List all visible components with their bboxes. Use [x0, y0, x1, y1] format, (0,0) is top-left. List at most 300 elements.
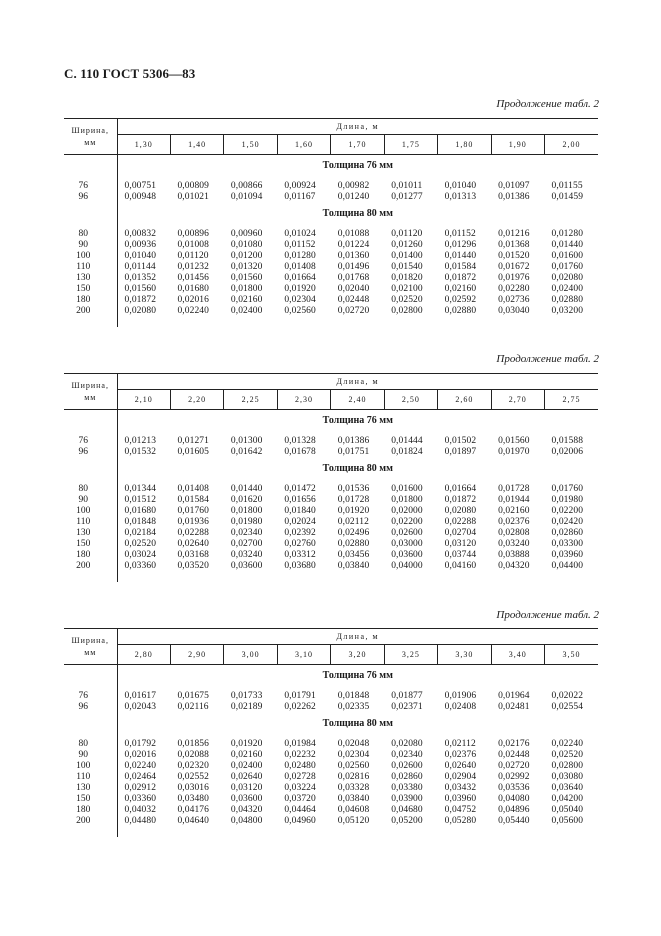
data-table: [64, 628, 598, 837]
length-column-label: 3,50: [545, 645, 599, 665]
value-cell: 0,01040: [124, 251, 157, 261]
value-cell: 0,01680: [124, 506, 157, 516]
width-cell: 76: [64, 691, 117, 702]
value-cell: 0,01097: [498, 181, 530, 191]
value-cell: 0,01733: [230, 691, 263, 701]
value-cell: 0,02080: [124, 306, 157, 316]
width-cell: 90: [64, 240, 117, 251]
width-cell: 90: [64, 750, 117, 761]
value-cell: 0,04032: [124, 805, 157, 815]
value-cell: 0,04896: [498, 805, 530, 815]
header-row: [64, 374, 598, 390]
value-cell: 0,01094: [230, 192, 263, 202]
width-cell: 180: [64, 295, 117, 306]
value-cell: 0,00832: [124, 229, 157, 239]
header-row: [64, 119, 598, 135]
section-row: [64, 410, 598, 433]
section-spacer: [64, 713, 117, 735]
value-cell: 0,02160: [444, 284, 477, 294]
value-cell: 0,01678: [284, 447, 316, 457]
value-cell: 0,02700: [230, 539, 263, 549]
width-cell: 80: [64, 739, 117, 750]
value-cell: 0,03456: [337, 550, 370, 560]
value-cell: 0,05280: [444, 816, 477, 826]
value-cell: 0,01344: [124, 484, 157, 494]
value-cell: 0,03640: [551, 783, 584, 793]
value-cell: 0,01620: [230, 495, 263, 505]
length-column-label: 1,90: [491, 135, 544, 155]
value-cell: 0,02736: [498, 295, 530, 305]
value-cell: 0,01642: [230, 447, 263, 457]
width-cell: 100: [64, 506, 117, 517]
table-row: [64, 295, 598, 306]
value-cell: 0,01976: [498, 273, 530, 283]
table-row: [64, 251, 598, 262]
width-cell: 76: [64, 436, 117, 447]
value-cell: 0,02640: [177, 539, 210, 549]
value-cell: 0,04960: [284, 816, 316, 826]
length-column-label: 2,00: [545, 135, 599, 155]
length-column-label: 3,10: [277, 645, 330, 665]
value-cell: 0,01760: [551, 262, 584, 272]
value-cell: 0,02448: [498, 750, 530, 760]
value-cell: 0,02520: [551, 750, 584, 760]
value-cell: 0,01536: [337, 484, 370, 494]
value-cell: 0,03224: [284, 783, 316, 793]
table-row: [64, 181, 598, 192]
table-caption: Продолжение табл. 2: [496, 609, 599, 621]
value-cell: 0,02048: [337, 739, 370, 749]
value-cell: 0,01664: [444, 484, 477, 494]
length-column-label: 2,60: [438, 390, 491, 410]
value-cell: 0,02560: [337, 761, 370, 771]
value-cell: 0,05440: [498, 816, 530, 826]
value-cell: 0,01728: [498, 484, 530, 494]
length-column-label: 1,40: [170, 135, 223, 155]
value-cell: 0,00936: [124, 240, 157, 250]
table-row: [64, 484, 598, 495]
width-cell: 150: [64, 794, 117, 805]
value-cell: 0,04608: [337, 805, 370, 815]
width-cell: 96: [64, 192, 117, 203]
value-cell: 0,00948: [124, 192, 157, 202]
value-cell: 0,02080: [444, 506, 477, 516]
value-cell: 0,01386: [498, 192, 530, 202]
value-cell: 0,02200: [391, 517, 423, 527]
width-cell: 110: [64, 517, 117, 528]
table-caption: Продолжение табл. 2: [496, 98, 599, 110]
width-cell: 80: [64, 229, 117, 240]
value-cell: 0,02232: [284, 750, 316, 760]
value-cell: 0,03080: [551, 772, 584, 782]
table-row: [64, 506, 598, 517]
value-cell: 0,02912: [124, 783, 157, 793]
value-cell: 0,04000: [391, 561, 423, 571]
value-cell: 0,01800: [230, 506, 263, 516]
value-cell: 0,02600: [391, 528, 423, 538]
value-cell: 0,01155: [551, 181, 583, 191]
value-cell: 0,01080: [230, 240, 263, 250]
section-spacer: [64, 155, 117, 178]
width-column-header: Ширина, мм: [64, 629, 117, 665]
value-cell: 0,03744: [444, 550, 477, 560]
value-cell: 0,01502: [444, 436, 477, 446]
value-cell: 0,01024: [284, 229, 316, 239]
length-column-label: 2,40: [331, 390, 384, 410]
table-row: [64, 805, 598, 816]
value-cell: 0,01792: [124, 739, 157, 749]
value-cell: 0,04464: [284, 805, 316, 815]
value-cell: 0,01224: [337, 240, 370, 250]
length-column-label: 2,10: [117, 390, 170, 410]
value-cell: 0,04176: [177, 805, 210, 815]
length-column-label: 3,20: [331, 645, 384, 665]
table-row: [64, 550, 598, 561]
table-row: [64, 761, 598, 772]
value-cell: 0,01588: [551, 436, 584, 446]
value-cell: 0,05200: [391, 816, 423, 826]
value-cell: 0,01200: [230, 251, 263, 261]
column-headers-row: [64, 390, 598, 410]
value-cell: 0,03840: [337, 794, 370, 804]
value-cell: 0,01540: [391, 262, 423, 272]
value-cell: 0,03360: [124, 794, 157, 804]
value-cell: 0,01984: [284, 739, 316, 749]
length-column-label: 1,60: [277, 135, 330, 155]
table-row: [64, 739, 598, 750]
value-cell: 0,01600: [391, 484, 423, 494]
section-title: Толщина 76 мм: [322, 670, 393, 681]
value-cell: 0,02080: [391, 739, 423, 749]
section-title: Толщина 80 мм: [322, 718, 393, 729]
value-cell: 0,02116: [177, 702, 209, 712]
value-cell: 0,02340: [230, 528, 263, 538]
value-cell: 0,00809: [177, 181, 210, 191]
value-cell: 0,01440: [230, 484, 263, 494]
value-cell: 0,03520: [177, 561, 210, 571]
section-row: [64, 203, 598, 225]
width-cell: 96: [64, 702, 117, 713]
length-column-label: 3,00: [224, 645, 277, 665]
value-cell: 0,01520: [498, 251, 530, 261]
value-cell: 0,01512: [124, 495, 157, 505]
value-cell: 0,01584: [177, 495, 210, 505]
value-cell: 0,04160: [444, 561, 477, 571]
value-cell: 0,02880: [551, 295, 584, 305]
value-cell: 0,02000: [391, 506, 423, 516]
value-cell: 0,02376: [498, 517, 530, 527]
table-row: [64, 528, 598, 539]
value-cell: 0,01920: [230, 739, 263, 749]
value-cell: 0,02040: [337, 284, 370, 294]
value-cell: 0,00866: [230, 181, 263, 191]
value-cell: 0,03168: [177, 550, 210, 560]
value-cell: 0,01920: [284, 284, 316, 294]
value-cell: 0,02340: [391, 750, 423, 760]
value-cell: 0,01840: [284, 506, 316, 516]
data-table: [64, 373, 598, 582]
value-cell: 0,02800: [551, 761, 584, 771]
length-column-header: Длина, м: [117, 119, 598, 135]
value-cell: 0,02704: [444, 528, 477, 538]
value-cell: 0,03240: [230, 550, 263, 560]
section-title: Толщина 80 мм: [322, 463, 393, 474]
value-cell: 0,01675: [177, 691, 210, 701]
section-row: [64, 458, 598, 480]
value-cell: 0,01560: [124, 284, 157, 294]
value-cell: 0,01980: [230, 517, 263, 527]
length-column-label: 2,25: [224, 390, 277, 410]
value-cell: 0,01144: [124, 262, 156, 272]
length-column-label: 3,40: [491, 645, 544, 665]
value-cell: 0,01271: [177, 436, 210, 446]
value-cell: 0,01152: [284, 240, 316, 250]
value-cell: 0,02262: [284, 702, 316, 712]
value-cell: 0,05040: [551, 805, 584, 815]
value-cell: 0,01120: [391, 229, 423, 239]
value-cell: 0,01664: [284, 273, 316, 283]
value-cell: 0,03120: [444, 539, 477, 549]
value-cell: 0,02304: [284, 295, 316, 305]
value-cell: 0,03432: [444, 783, 477, 793]
value-cell: 0,01213: [124, 436, 157, 446]
table-row: [64, 561, 598, 572]
value-cell: 0,02992: [498, 772, 530, 782]
width-cell: 150: [64, 539, 117, 550]
width-cell: 130: [64, 528, 117, 539]
length-column-label: 2,50: [384, 390, 437, 410]
value-cell: 0,01496: [337, 262, 370, 272]
width-cell: 150: [64, 284, 117, 295]
value-cell: 0,02160: [230, 750, 263, 760]
value-cell: 0,02335: [337, 702, 370, 712]
value-cell: 0,02560: [284, 306, 316, 316]
value-cell: 0,02160: [230, 295, 263, 305]
value-cell: 0,01936: [177, 517, 210, 527]
value-cell: 0,01920: [337, 506, 370, 516]
width-cell: 200: [64, 561, 117, 572]
value-cell: 0,03380: [391, 783, 423, 793]
value-cell: 0,01605: [177, 447, 210, 457]
value-cell: 0,02240: [551, 739, 584, 749]
value-cell: 0,02420: [551, 517, 584, 527]
value-cell: 0,01532: [124, 447, 157, 457]
value-cell: 0,01386: [337, 436, 370, 446]
value-cell: 0,03016: [177, 783, 210, 793]
table-row: [64, 750, 598, 761]
value-cell: 0,01296: [444, 240, 477, 250]
data-table: [64, 118, 598, 327]
value-cell: 0,03900: [391, 794, 423, 804]
width-cell: 100: [64, 761, 117, 772]
value-cell: 0,02160: [498, 506, 530, 516]
value-cell: 0,03536: [498, 783, 530, 793]
value-cell: 0,01680: [177, 284, 210, 294]
value-cell: 0,02006: [551, 447, 584, 457]
value-cell: 0,04800: [230, 816, 263, 826]
length-column-header: Длина, м: [117, 629, 598, 645]
value-cell: 0,02100: [391, 284, 423, 294]
value-cell: 0,01021: [177, 192, 210, 202]
value-cell: 0,03000: [391, 539, 423, 549]
value-cell: 0,02520: [391, 295, 423, 305]
section-row: [64, 155, 598, 178]
table-row: [64, 262, 598, 273]
value-cell: 0,02880: [337, 539, 370, 549]
value-cell: 0,02728: [284, 772, 316, 782]
value-cell: 0,01240: [337, 192, 370, 202]
value-cell: 0,03600: [230, 561, 263, 571]
value-cell: 0,01400: [391, 251, 423, 261]
length-column-label: 2,75: [545, 390, 599, 410]
value-cell: 0,01760: [551, 484, 584, 494]
value-cell: 0,01824: [391, 447, 423, 457]
value-cell: 0,03960: [444, 794, 477, 804]
value-cell: 0,02860: [391, 772, 423, 782]
value-cell: 0,01560: [498, 436, 530, 446]
value-cell: 0,01011: [391, 181, 423, 191]
value-cell: 0,01872: [444, 273, 477, 283]
value-cell: 0,00896: [177, 229, 210, 239]
value-cell: 0,01906: [444, 691, 477, 701]
table-row: [64, 436, 598, 447]
width-cell: 110: [64, 262, 117, 273]
value-cell: 0,04752: [444, 805, 477, 815]
value-cell: 0,01232: [177, 262, 210, 272]
value-cell: 0,02112: [444, 739, 476, 749]
table-row: [64, 192, 598, 203]
section-spacer: [64, 410, 117, 433]
value-cell: 0,01944: [498, 495, 530, 505]
value-cell: 0,04320: [498, 561, 530, 571]
value-cell: 0,03312: [284, 550, 316, 560]
table-row: [64, 229, 598, 240]
value-cell: 0,00751: [124, 181, 157, 191]
length-column-label: 1,70: [331, 135, 384, 155]
value-cell: 0,01820: [391, 273, 423, 283]
value-cell: 0,04080: [498, 794, 530, 804]
value-cell: 0,01216: [498, 229, 530, 239]
value-cell: 0,03120: [230, 783, 263, 793]
value-cell: 0,01313: [444, 192, 477, 202]
section-spacer: [64, 203, 117, 225]
value-cell: 0,01444: [391, 436, 423, 446]
table-caption: Продолжение табл. 2: [496, 353, 599, 365]
value-cell: 0,01800: [230, 284, 263, 294]
value-cell: 0,02288: [177, 528, 210, 538]
value-cell: 0,04480: [124, 816, 157, 826]
width-cell: 90: [64, 495, 117, 506]
table-row: [64, 691, 598, 702]
value-cell: 0,01300: [230, 436, 263, 446]
value-cell: 0,02392: [284, 528, 316, 538]
value-cell: 0,01964: [498, 691, 530, 701]
value-cell: 0,02304: [337, 750, 370, 760]
length-column-label: 1,50: [224, 135, 277, 155]
value-cell: 0,01277: [391, 192, 423, 202]
value-cell: 0,02016: [124, 750, 157, 760]
value-cell: 0,03024: [124, 550, 157, 560]
value-cell: 0,01872: [124, 295, 157, 305]
value-cell: 0,02480: [284, 761, 316, 771]
value-cell: 0,02600: [391, 761, 423, 771]
value-cell: 0,02400: [230, 306, 263, 316]
value-cell: 0,01768: [337, 273, 370, 283]
value-cell: 0,01800: [391, 495, 423, 505]
spacer-row: [64, 317, 598, 327]
value-cell: 0,02024: [284, 517, 316, 527]
value-cell: 0,01856: [177, 739, 210, 749]
value-cell: 0,03840: [337, 561, 370, 571]
value-cell: 0,02816: [337, 772, 370, 782]
value-cell: 0,02860: [551, 528, 584, 538]
width-cell: 110: [64, 772, 117, 783]
length-column-label: 2,90: [170, 645, 223, 665]
section-title: Толщина 76 мм: [322, 160, 393, 171]
value-cell: 0,02016: [177, 295, 210, 305]
value-cell: 0,03600: [230, 794, 263, 804]
table-row: [64, 702, 598, 713]
width-column-header: Ширина, мм: [64, 119, 117, 155]
value-cell: 0,01848: [124, 517, 157, 527]
value-cell: 0,02400: [551, 284, 584, 294]
value-cell: 0,02640: [444, 761, 477, 771]
column-headers-row: [64, 645, 598, 665]
value-cell: 0,01040: [444, 181, 477, 191]
value-cell: 0,02496: [337, 528, 370, 538]
header-row: [64, 629, 598, 645]
value-cell: 0,02184: [124, 528, 157, 538]
width-cell: 96: [64, 447, 117, 458]
value-cell: 0,01672: [498, 262, 530, 272]
value-cell: 0,01320: [230, 262, 263, 272]
page-header: С. 110 ГОСТ 5306—83: [64, 66, 196, 81]
length-column-label: 2,20: [170, 390, 223, 410]
value-cell: 0,02408: [444, 702, 477, 712]
value-cell: 0,05600: [551, 816, 584, 826]
value-cell: 0,04400: [551, 561, 584, 571]
value-cell: 0,01456: [177, 273, 210, 283]
value-cell: 0,02288: [444, 517, 477, 527]
value-cell: 0,01877: [391, 691, 423, 701]
value-cell: 0,03720: [284, 794, 316, 804]
value-cell: 0,01472: [284, 484, 316, 494]
value-cell: 0,01408: [177, 484, 210, 494]
value-cell: 0,02760: [284, 539, 316, 549]
width-cell: 200: [64, 816, 117, 827]
width-cell: 180: [64, 550, 117, 561]
value-cell: 0,02371: [391, 702, 423, 712]
value-cell: 0,03680: [284, 561, 316, 571]
value-cell: 0,00982: [337, 181, 370, 191]
section-title: Толщина 80 мм: [322, 208, 393, 219]
value-cell: 0,02552: [177, 772, 210, 782]
value-cell: 0,03960: [551, 550, 584, 560]
length-column-label: 2,30: [277, 390, 330, 410]
value-cell: 0,02320: [177, 761, 210, 771]
value-cell: 0,00960: [230, 229, 263, 239]
length-column-label: 3,30: [438, 645, 491, 665]
value-cell: 0,01368: [498, 240, 530, 250]
length-column-label: 2,70: [491, 390, 544, 410]
value-cell: 0,01751: [337, 447, 370, 457]
table-row: [64, 273, 598, 284]
value-cell: 0,01328: [284, 436, 316, 446]
table-row: [64, 240, 598, 251]
value-cell: 0,02176: [498, 739, 530, 749]
value-cell: 0,02554: [551, 702, 584, 712]
value-cell: 0,01352: [124, 273, 157, 283]
